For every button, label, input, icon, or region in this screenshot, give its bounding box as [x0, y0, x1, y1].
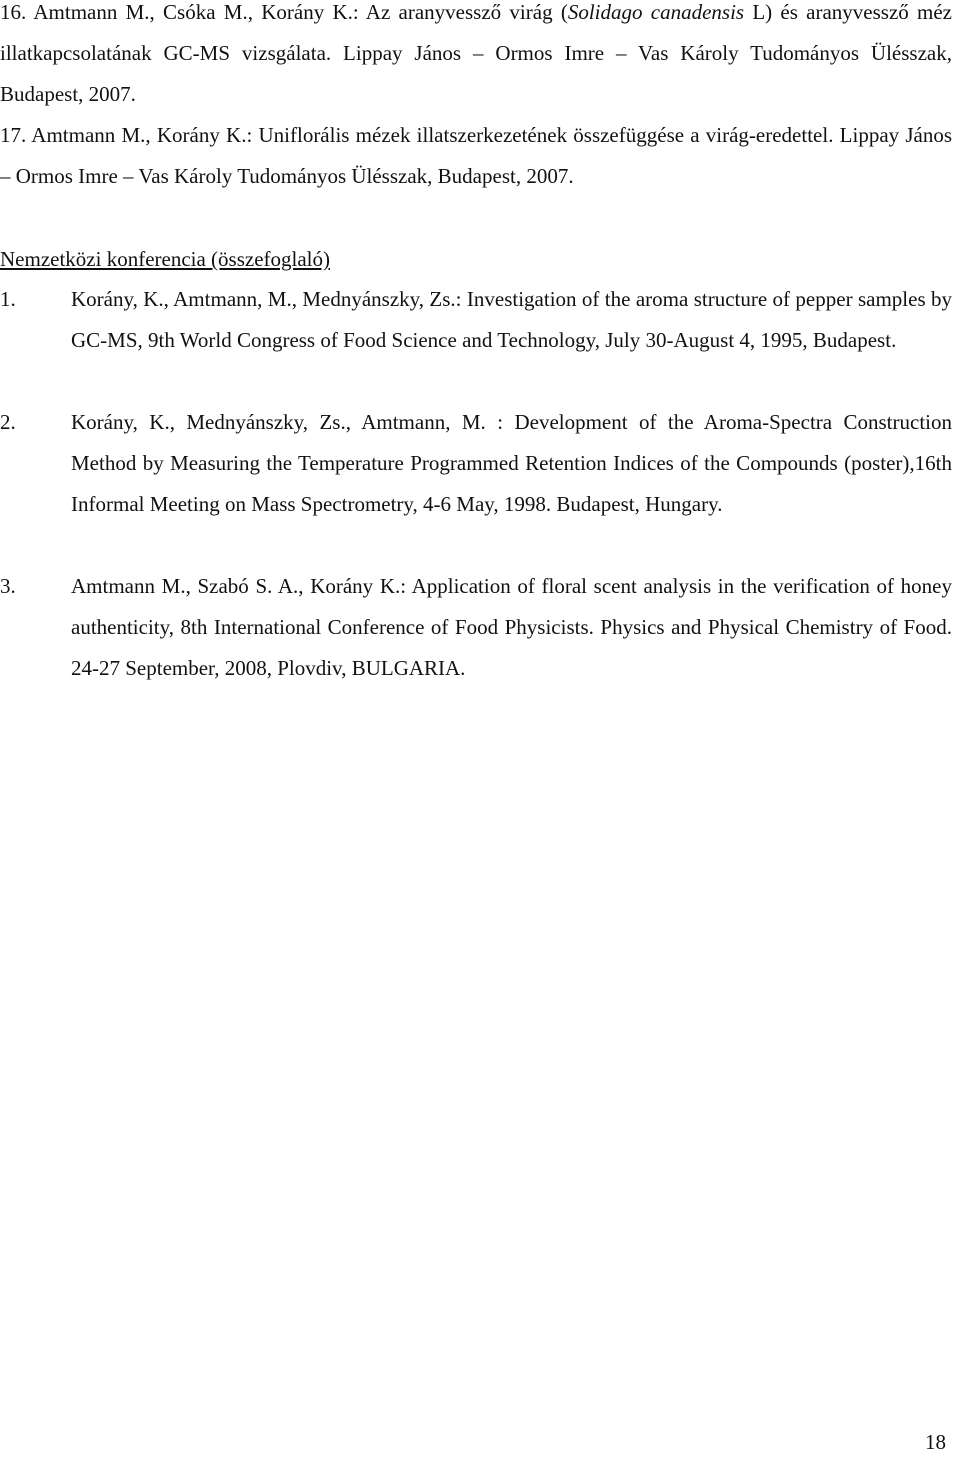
reference-rest: : Uniflorális mézek illatszerkezetének összefüggése a virág-eredettel. Lippay János – Ormos Imre – Vas Károly Tudományos Ülésszak, Budapest, 2007.: [0, 123, 952, 188]
reference-number: 16.: [0, 0, 27, 24]
reference-title-post: L) és aranyvessző méz illatkapcsolatának GC-MS vizsgálata. Lippay János – Ormos Imre – Vas Károly Tudományos Ülésszak, Budapest, 2007.: [0, 0, 953, 106]
reference-intl-1: [0, 279, 952, 361]
reference-authors: Amtmann M., Korány K.: [31, 123, 247, 147]
reference-authors: Korány, K., Mednyánszky, Zs., Amtmann, M.: [71, 410, 486, 434]
section-heading: Nemzetközi konferencia (összefoglaló): [0, 247, 331, 271]
reference-rest: : Application of floral scent analysis in the verification of honey authenticity, 8th International Conference of Food Physicists. Physics and Physical Chemistry of Food. 24-27 September, 2008, Plovdiv, BULGARIA.: [71, 574, 952, 680]
reference-authors: Amtmann M., Csóka M., Korány K.: [33, 0, 353, 24]
reference-title-italic: Solidago canadensis: [567, 0, 745, 24]
reference-intl-2: [0, 402, 952, 525]
reference-number: 3.: [0, 574, 16, 598]
page-number: 18: [925, 1430, 946, 1454]
reference-title-pre: : Az aranyvessző virág (: [352, 0, 568, 24]
reference-authors: Korány, K., Amtmann, M., Mednyánszky, Zs.: [71, 287, 456, 311]
reference-number: 2.: [0, 410, 16, 434]
reference-16: [0, 0, 952, 115]
reference-rest: : Development of the Aroma-Spectra Construction Method by Measuring the Temperature Programmed Retention Indices of the Compounds (poster),16th Informal Meeting on Mass Spectrometry, 4-6 May, 1998. Budapest, Hungary.: [71, 410, 952, 516]
reference-rest: : Investigation of the aroma structure of pepper samples by GC-MS, 9th World Congress of Food Science and Technology, July 30-August 4, 1995, Budapest.: [71, 287, 952, 352]
reference-authors: Amtmann M., Szabó S. A., Korány K.: [71, 574, 401, 598]
reference-17: [0, 115, 952, 197]
reference-number: 1.: [0, 287, 16, 311]
reference-number: 17.: [0, 123, 27, 147]
reference-intl-3: [0, 566, 952, 689]
